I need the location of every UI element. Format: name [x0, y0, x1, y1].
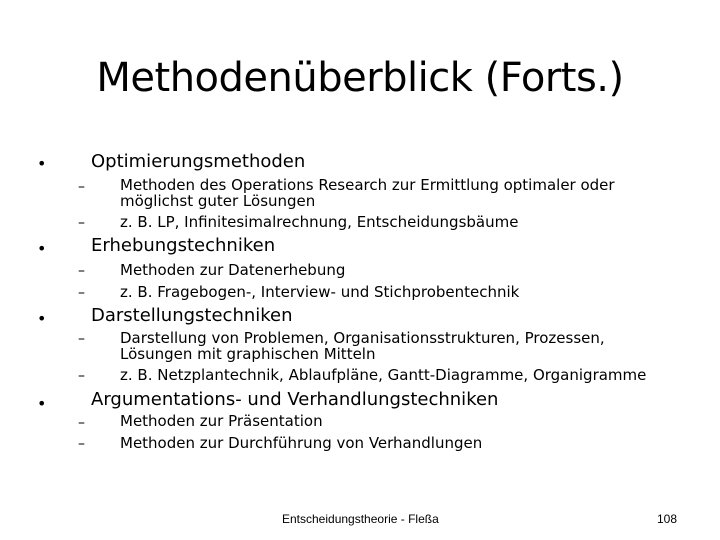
dash-marker: – — [78, 368, 85, 384]
dash-marker: – — [78, 436, 85, 452]
list-item: Methoden zur Datenerhebung — [120, 261, 346, 279]
list-item: z. B. Netzplantechnik, Ablaufpläne, Gantt-Diagramme, Organigramme — [120, 366, 647, 384]
page-number: 108 — [656, 512, 677, 526]
list-item: z. B. Fragebogen-, Interview- und Stichprobentechnik — [120, 283, 520, 301]
dash-marker: – — [78, 179, 85, 195]
dash-marker: – — [78, 285, 85, 301]
list-item: z. B. LP, Infinitesimalrechnung, Entscheidungsbäume — [120, 213, 519, 231]
dash-marker: – — [78, 331, 85, 347]
dash-marker: – — [78, 263, 85, 279]
footer-text: Entscheidungstheorie - Fleßa — [282, 512, 439, 526]
bullet-marker: • — [37, 394, 47, 413]
bullet-marker: • — [37, 239, 47, 258]
bullet-marker: • — [37, 309, 47, 328]
dash-marker: – — [78, 215, 85, 231]
list-item: Darstellung von Problemen, Organisationsstrukturen, Prozessen, Lösungen mit graphischen Mitteln — [120, 329, 605, 363]
slide-title: Methodenüberblick (Forts.) — [96, 55, 624, 101]
section-heading-darstellung: Darstellungstechniken — [91, 305, 293, 326]
section-heading-optimierung: Optimierungsmethoden — [91, 151, 306, 172]
list-item: Methoden zur Präsentation — [120, 412, 323, 430]
bullet-marker: • — [37, 154, 47, 173]
section-heading-argumentation: Argumentations- und Verhandlungstechniken — [91, 389, 499, 410]
dash-marker: – — [78, 415, 85, 431]
section-heading-erhebung: Erhebungstechniken — [91, 235, 276, 256]
list-item: Methoden zur Durchführung von Verhandlungen — [120, 434, 483, 452]
list-item: Methoden des Operations Research zur Ermittlung optimaler oder möglichst guter Lösungen — [120, 176, 615, 210]
